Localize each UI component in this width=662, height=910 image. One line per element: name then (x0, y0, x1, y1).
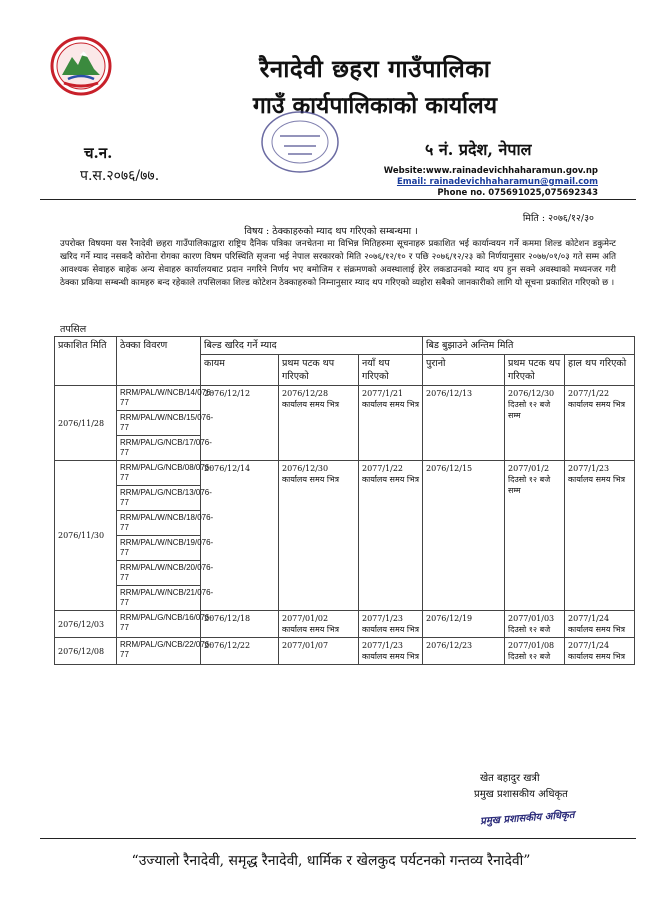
submit-current-cell: 2077/1/22 कार्यालय समय भित्र (565, 386, 635, 461)
contract-code-cell: RRM/PAL/G/NCB/16/076-77 (117, 611, 201, 638)
contract-code-cell: RRM/PAL/G/NCB/22/076-77 (117, 638, 201, 665)
purchase-new-cell: 2077/1/21 कार्यालय समय भित्र (359, 386, 423, 461)
submit-old-cell: 2076/12/19 (423, 611, 505, 638)
submit-current-cell: 2077/1/24 कार्यालय समय भित्र (565, 638, 635, 665)
office-seal-icon (250, 106, 350, 176)
contract-code-cell: RRM/PAL/W/NCB/15/076-77 (117, 411, 201, 436)
header-contract-detail: ठेक्का विवरण (117, 337, 201, 386)
submit-first-cell: 2076/12/30 दिउसो १२ बजे सम्म (505, 386, 565, 461)
submit-current-cell: 2077/1/23 कार्यालय समय भित्र (565, 461, 635, 611)
contract-code-cell: RRM/PAL/G/NCB/08/076-77 (117, 461, 201, 486)
submit-first-cell: 2077/01/2 दिउसो १२ बजे सम्म (505, 461, 565, 611)
signer-name: खेत बहादुर खत्री (480, 773, 540, 784)
purchase-first-cell: 2077/01/07 (279, 638, 359, 665)
purchase-first-cell: 2076/12/28 कार्यालय समय भित्र (279, 386, 359, 461)
province-label: ५ नं. प्रदेश, नेपाल (425, 140, 532, 159)
contract-code-cell: RRM/PAL/W/NCB/14/076-77 (117, 386, 201, 411)
header-first-extension-2: प्रथम पटक थप गरिएको (505, 355, 565, 386)
footer-slogan: “उज्यालो रैनादेवी, समृद्ध रैनादेवी, धार्मिक र खेलकुद पर्यटनको गन्तव्य रैनादेवी” (131, 853, 531, 869)
submit-first-cell: 2077/01/08 दिउसो १२ बजे (505, 638, 565, 665)
submit-old-cell: 2076/12/13 (423, 386, 505, 461)
published-date-cell: 2076/12/03 (55, 611, 117, 638)
purchase-new-cell: 2077/1/23 कार्यालय समय भित्र (359, 611, 423, 638)
header-current-extension: हाल थप गरिएको (565, 355, 635, 386)
contract-code-cell: RRM/PAL/W/NCB/18/076-77 (117, 511, 201, 536)
email-link[interactable]: Email: rainadevichhaharamun@gmail.com (396, 177, 598, 187)
purchase-regular-cell: 2076/12/14 (201, 461, 279, 611)
contract-code-cell: RRM/PAL/W/NCB/21/076-77 (117, 586, 201, 611)
purchase-new-cell: 2077/1/23 कार्यालय समय भित्र (359, 638, 423, 665)
contract-extension-table (54, 336, 635, 665)
table-row (55, 386, 635, 411)
table-row (55, 461, 635, 486)
header-bid-submission: बिड बुझाउने अन्तिम मिति (423, 337, 635, 355)
government-emblem-icon (50, 35, 112, 97)
submit-old-cell: 2076/12/15 (423, 461, 505, 611)
signer-title: प्रमुख प्रशासकीय अधिकृत (474, 789, 568, 800)
submit-current-cell: 2077/1/24 कार्यालय समय भित्र (565, 611, 635, 638)
details-label: तपसिल (60, 324, 87, 335)
purchase-first-cell: 2077/01/02 कार्यालय समय भित्र (279, 611, 359, 638)
letter-date: मिति : २०७६/१२/३० (522, 213, 594, 224)
office-subtitle: गाउँ कार्यपालिकाको कार्यालय (252, 92, 498, 119)
header-new-extension: नयाँ थप गरिएको (359, 355, 423, 386)
purchase-first-cell: 2076/12/30 कार्यालय समय भित्र (279, 461, 359, 611)
header-bid-purchase: बिल्ड खरिद गर्ने म्याद (201, 337, 423, 355)
table-row (55, 638, 635, 665)
published-date-cell: 2076/11/28 (55, 386, 117, 461)
footer-divider (40, 838, 636, 839)
contract-code-cell: RRM/PAL/W/NCB/20/076-77 (117, 561, 201, 586)
published-date-cell: 2076/11/30 (55, 461, 117, 611)
contract-code-cell: RRM/PAL/G/NCB/13/076-77 (117, 486, 201, 511)
reference-pasa: प.स.२०७६/७७. (80, 168, 160, 184)
published-date-cell: 2076/12/08 (55, 638, 117, 665)
submit-old-cell: 2076/12/23 (423, 638, 505, 665)
header-regular: कायम (201, 355, 279, 386)
purchase-regular-cell: 2076/12/18 (201, 611, 279, 638)
contract-code-cell: RRM/PAL/W/NCB/19/076-77 (117, 536, 201, 561)
letter-subject: विषय : ठेक्काहरुको म्याद थप गरिएको सम्बन्धमा । (244, 226, 418, 237)
website-text: Website:www.rainadevichhaharamun.gov.np (383, 166, 598, 176)
purchase-new-cell: 2077/1/22 कार्यालय समय भित्र (359, 461, 423, 611)
purchase-regular-cell: 2076/12/12 (201, 386, 279, 461)
purchase-regular-cell: 2076/12/22 (201, 638, 279, 665)
header-old: पुरानो (423, 355, 505, 386)
table-row (55, 611, 635, 638)
header-first-extension: प्रथम पटक थप गरिएको (279, 355, 359, 386)
signature-stamp: प्रमुख प्रशासकीय अधिकृत (479, 809, 575, 828)
letter-body: उपरोक्त विषयमा यस रैनादेवी छहरा गाउँपालिकाद्वारा राष्ट्रिय दैनिक पत्रिका जनचेतना मा विभिन्न मितिहरुमा सूचनाहरु प्रकाशित भई कार्यान्वयन गर्ने कममा शिल्ड कोटेशन डकुमेन्ट खरिद गर्ने म्याद नसकदै कोरोना रोगका कारण विषम परिस्थिति सृजना भई नेपाल सरकारको मिति २०७६/१२/१० र पछि २०७६/१२/२३ को निर्णयानुसार २०७७/०१/०३ गते सम्म अति आवश्यक सेवाहरु बाहेक अन्य सेवाहरु कार्यालयबाट प्रदान नगरिने निर्णय भए बमोजिम र संक्रमणको अवस्थालाई हेरेर लकडाउनको म्याद थप हुन सक्ने अवस्थाको मध्यनजर गरी ठेक्का प्रकिया सम्बन्धी कामहरु बन्द रहेकाले तपसिलका शिल्ड कोटेशन ठेक्काहरुको निम्नानुसार म्याद थप गरिएको व्यहोरा सबैको जानकारीको लागि यो सूचना प्रकाशित गरिएको छ । (60, 239, 616, 288)
office-name: रैनादेवी छहरा गाउँपालिका (259, 54, 491, 83)
phone-text: Phone no. 075691025,075692343 (437, 188, 598, 198)
header-divider (40, 199, 636, 200)
submit-first-cell: 2077/01/03 दिउसो १२ बजे (505, 611, 565, 638)
table-body (55, 386, 635, 665)
contract-code-cell: RRM/PAL/G/NCB/17/076-77 (117, 436, 201, 461)
header-published-date: प्रकाशित मिति (55, 337, 117, 386)
reference-cha: च.न. (84, 144, 113, 162)
